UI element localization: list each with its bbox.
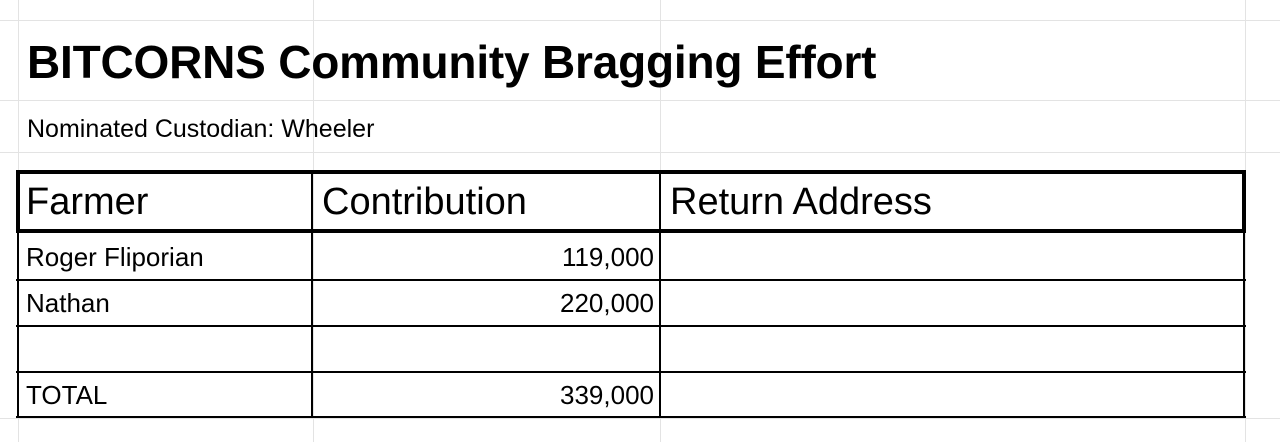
cell-farmer-row2[interactable]: Nathan: [26, 288, 110, 318]
gridline: [0, 152, 1280, 153]
gridline: [0, 20, 1280, 21]
row-divider: [16, 371, 1246, 373]
cell-return-address-row2[interactable]: [660, 281, 1246, 326]
cell-farmer-row3[interactable]: [16, 327, 312, 372]
cell-total-label[interactable]: TOTAL: [26, 380, 108, 410]
header-border-top: [16, 170, 1246, 174]
cell-contribution-row2[interactable]: 220,000: [560, 288, 654, 318]
header-farmer[interactable]: Farmer: [26, 180, 149, 223]
header-border-right: [1242, 170, 1246, 233]
table-border-bottom: [16, 416, 1246, 418]
cell-return-address-total[interactable]: [660, 373, 1246, 418]
gridline: [0, 100, 1280, 101]
cell-return-address-row1[interactable]: [660, 234, 1246, 280]
header-contribution[interactable]: Contribution: [322, 180, 527, 223]
cell-contribution-row1[interactable]: 119,000: [561, 241, 654, 272]
column-divider-1: [311, 170, 313, 418]
gridline: [0, 418, 1280, 419]
contributions-table: [16, 170, 1246, 418]
cell-contribution-row3[interactable]: [312, 327, 660, 372]
sheet-title[interactable]: BITCORNS Community Bragging Effort: [27, 36, 877, 88]
row-divider: [16, 279, 1246, 281]
row-divider: [16, 325, 1246, 327]
custodian-label[interactable]: Nominated Custodian: Wheeler: [27, 115, 375, 143]
header-return-address[interactable]: Return Address: [670, 180, 932, 223]
column-divider-2: [659, 170, 661, 418]
cell-total-contribution[interactable]: 339,000: [560, 380, 654, 410]
cell-return-address-row3[interactable]: [660, 327, 1246, 372]
cell-farmer-row1[interactable]: Roger Fliporian: [26, 241, 204, 272]
header-border-left: [16, 170, 20, 233]
header-border-bottom: [16, 229, 1246, 233]
